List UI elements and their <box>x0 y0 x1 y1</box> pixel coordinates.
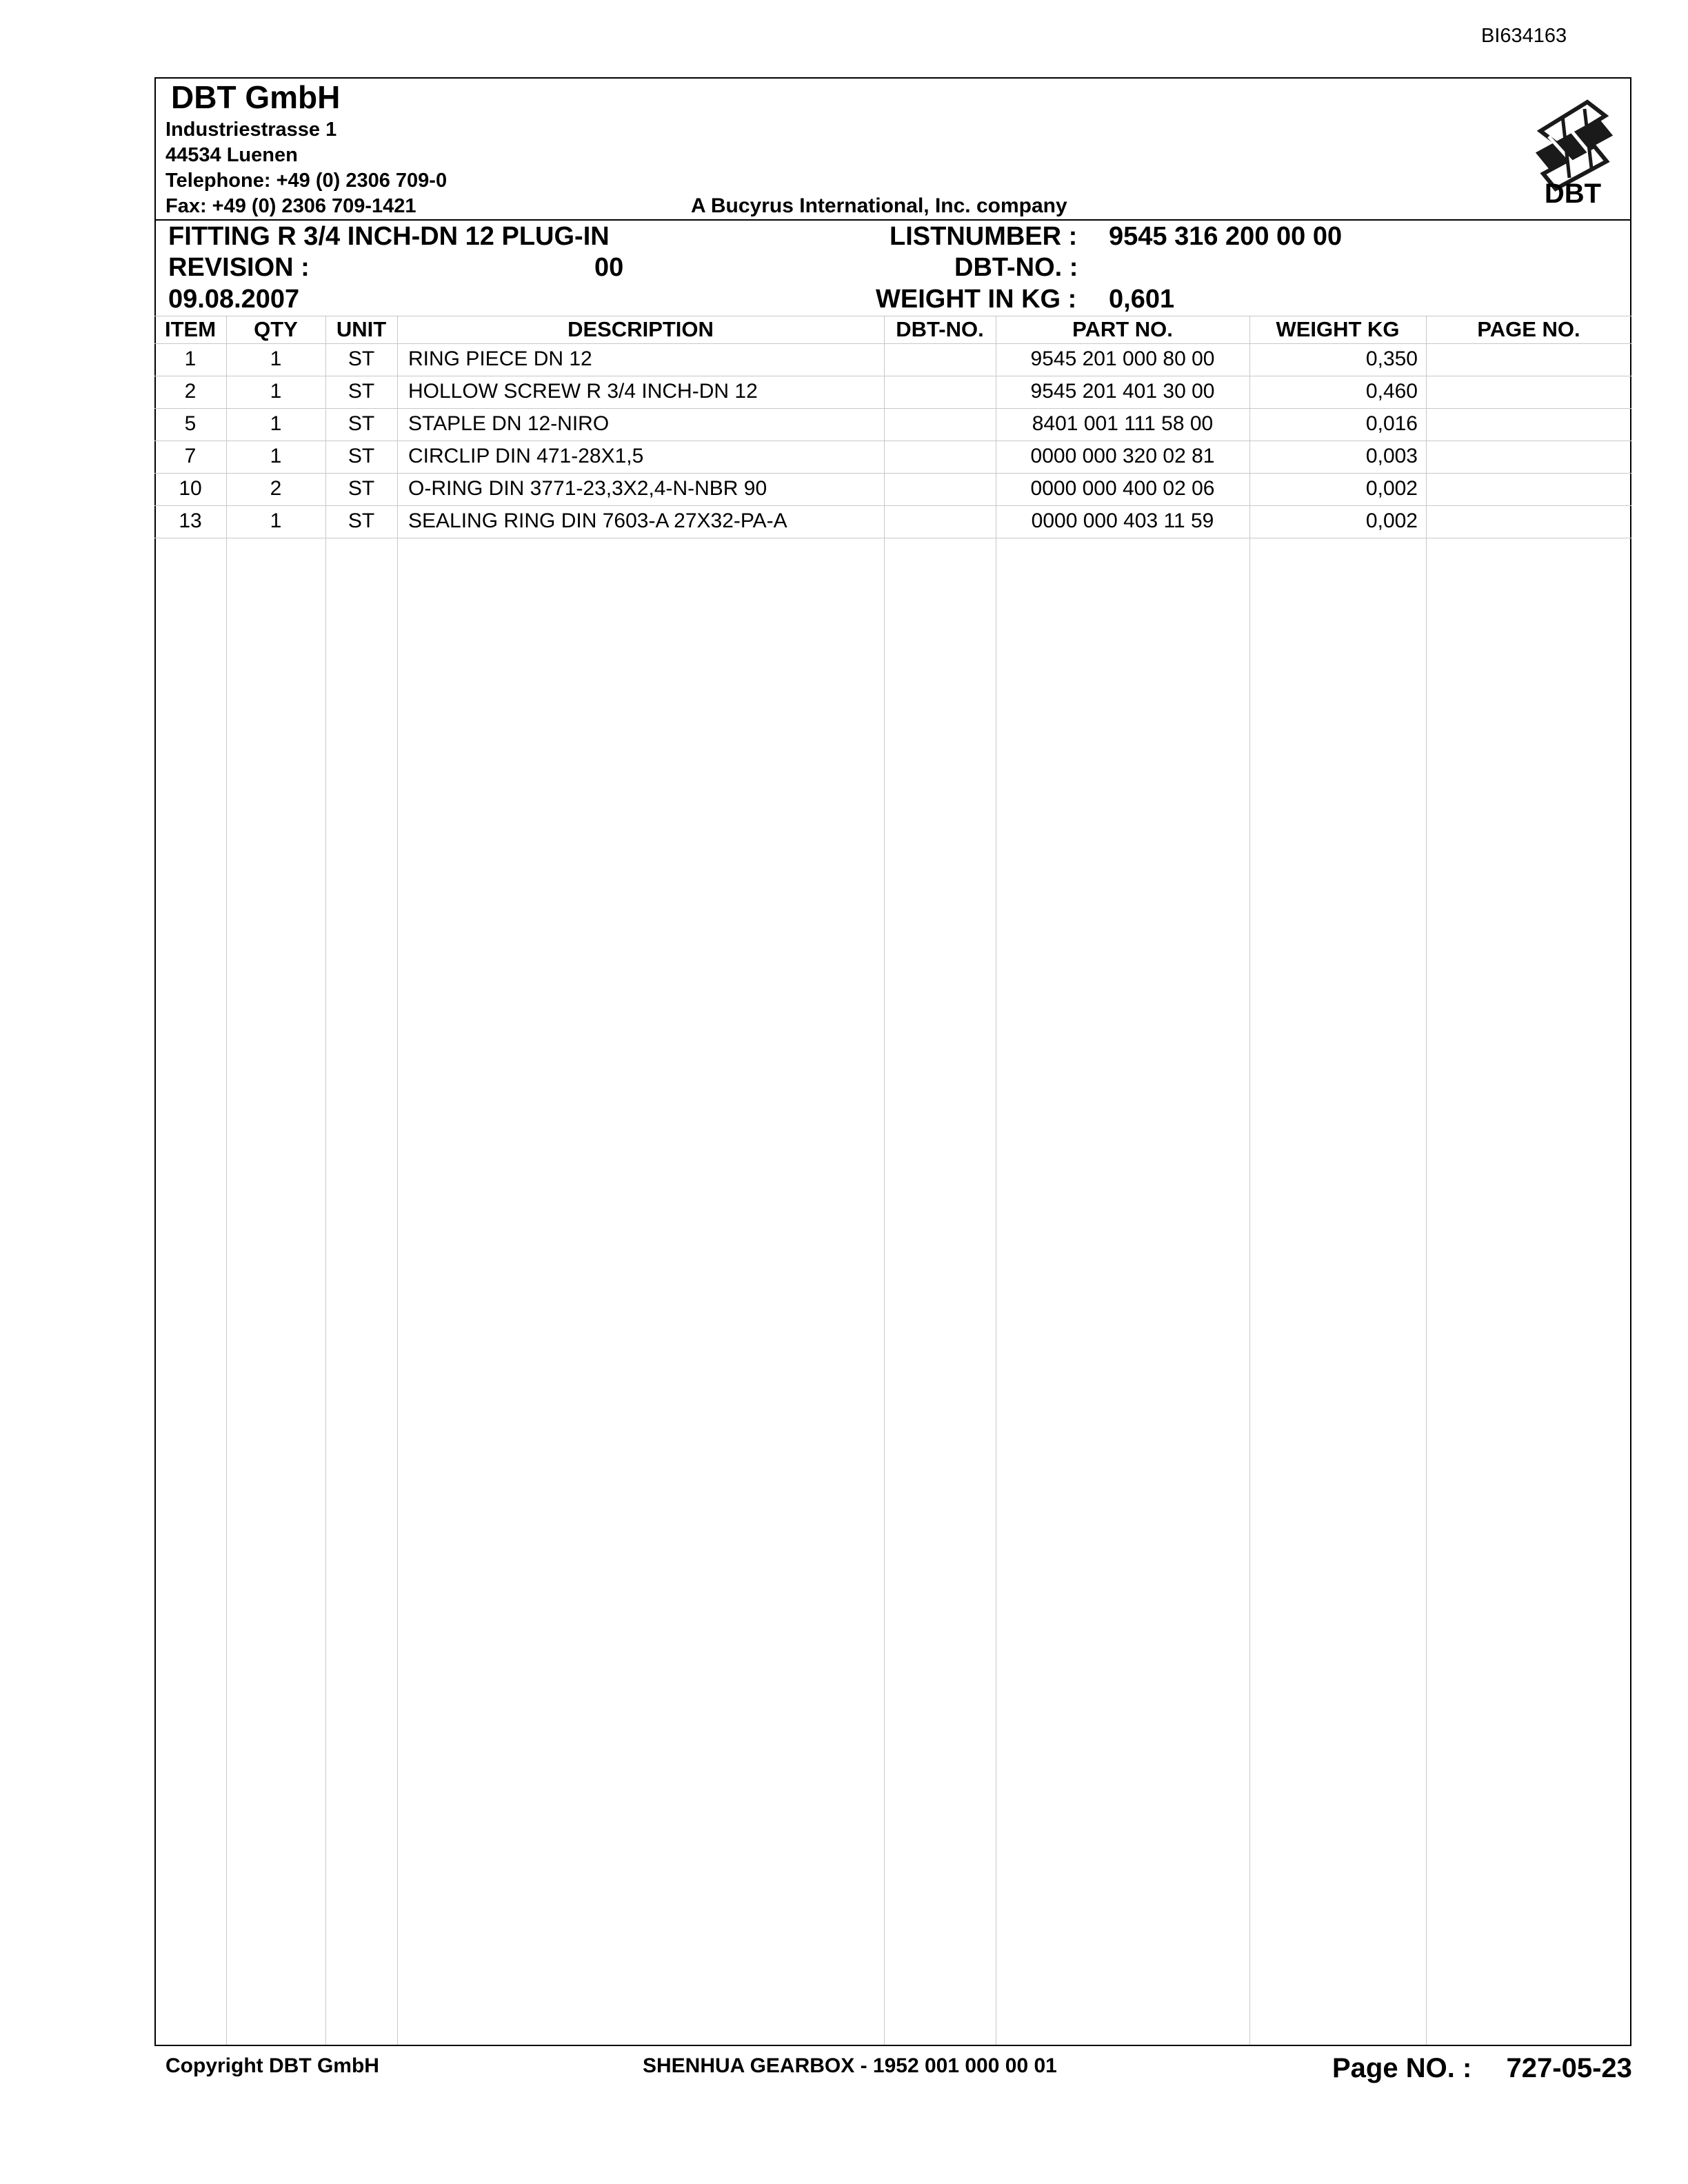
cell-unit: ST <box>348 477 375 500</box>
weight-value: 0,601 <box>1109 285 1175 314</box>
cell-unit: ST <box>348 412 375 435</box>
cell-item: 2 <box>184 380 197 403</box>
column-divider <box>1426 316 1427 2045</box>
cell-description: RING PIECE DN 12 <box>408 347 592 370</box>
company-tagline: A Bucyrus International, Inc. company <box>691 194 1067 217</box>
page-label: Page NO. : <box>1332 2053 1472 2083</box>
cell-qty: 2 <box>270 477 282 500</box>
cell-weight: 0,002 <box>1365 509 1418 532</box>
cell-part-no: 8401 001 111 58 00 <box>1032 412 1214 435</box>
company-street: Industriestrasse 1 <box>165 119 337 141</box>
cell-item: 5 <box>184 412 197 435</box>
company-city: 44534 Luenen <box>165 144 298 166</box>
header-divider <box>154 219 1631 221</box>
col-header-item: ITEM <box>164 317 217 341</box>
column-divider <box>226 316 227 2045</box>
cell-page-no <box>1426 343 1631 375</box>
cell-weight: 0,002 <box>1365 477 1418 500</box>
cell-unit: ST <box>348 347 375 370</box>
revision-label: REVISION : <box>168 253 310 282</box>
cell-qty: 1 <box>270 380 282 403</box>
logo-text: DBT <box>1544 179 1602 205</box>
cell-part-no: 0000 000 403 11 59 <box>1031 509 1214 532</box>
cell-dbt-no <box>884 505 996 537</box>
cell-item: 7 <box>184 445 197 467</box>
cell-unit: ST <box>348 445 375 467</box>
cell-description: SEALING RING DIN 7603-A 27X32-PA-A <box>408 509 787 532</box>
document-date: 09.08.2007 <box>168 285 300 314</box>
cell-dbt-no <box>884 343 996 375</box>
col-header-dbt-no: DBT-NO. <box>896 317 984 341</box>
cell-qty: 1 <box>270 509 282 532</box>
cell-page-no <box>1426 376 1631 407</box>
cell-part-no: 9545 201 000 80 00 <box>1030 347 1215 370</box>
cell-weight: 0,003 <box>1365 445 1418 467</box>
listnumber-label: LISTNUMBER : <box>890 222 1078 251</box>
dbt-logo <box>1528 95 1618 205</box>
company-telephone: Telephone: +49 (0) 2306 709-0 <box>165 170 448 192</box>
cell-dbt-no <box>884 376 996 407</box>
column-divider <box>325 316 326 2045</box>
cell-item: 13 <box>179 509 202 532</box>
cell-description: O-RING DIN 3771-23,3X2,4-N-NBR 90 <box>408 477 767 500</box>
document-title: FITTING R 3/4 INCH-DN 12 PLUG-IN <box>168 222 610 251</box>
col-header-qty: QTY <box>254 317 298 341</box>
cell-item: 10 <box>179 477 202 500</box>
cell-item: 1 <box>184 347 197 370</box>
cell-page-no <box>1426 408 1631 440</box>
footer-copyright: Copyright DBT GmbH <box>165 2054 379 2077</box>
col-header-unit: UNIT <box>336 317 387 341</box>
col-header-description: DESCRIPTION <box>567 317 714 341</box>
page-value: 727-05-23 <box>1506 2053 1632 2083</box>
listnumber-value: 9545 316 200 00 00 <box>1109 222 1343 251</box>
col-header-part-no: PART NO. <box>1072 317 1173 341</box>
column-divider <box>397 316 398 2045</box>
footer-reference: SHENHUA GEARBOX - 1952 001 000 00 01 <box>643 2054 1057 2077</box>
cell-part-no: 0000 000 320 02 81 <box>1030 445 1215 467</box>
col-header-page-no: PAGE NO. <box>1477 317 1580 341</box>
revision-value: 00 <box>594 253 624 282</box>
cell-page-no <box>1426 473 1631 505</box>
cell-dbt-no <box>884 473 996 505</box>
cell-weight: 0,350 <box>1365 347 1418 370</box>
document-id: BI634163 <box>1481 25 1567 47</box>
cell-weight: 0,016 <box>1365 412 1418 435</box>
company-fax: Fax: +49 (0) 2306 709-1421 <box>165 195 416 217</box>
cell-unit: ST <box>348 509 375 532</box>
cell-qty: 1 <box>270 445 282 467</box>
cell-qty: 1 <box>270 412 282 435</box>
cell-page-no <box>1426 441 1631 472</box>
dbtno-label: DBT-NO. : <box>954 253 1078 282</box>
column-divider <box>884 316 885 2045</box>
cell-description: CIRCLIP DIN 471-28X1,5 <box>408 445 644 467</box>
cell-description: STAPLE DN 12-NIRO <box>408 412 610 435</box>
cell-dbt-no <box>884 408 996 440</box>
column-divider <box>1249 316 1250 2045</box>
footer-page-number <box>1332 2053 1632 2084</box>
cell-unit: ST <box>348 380 375 403</box>
weight-label: WEIGHT IN KG : <box>876 285 1077 314</box>
col-header-weight: WEIGHT KG <box>1276 317 1400 341</box>
cell-description: HOLLOW SCREW R 3/4 INCH-DN 12 <box>408 380 758 403</box>
cell-part-no: 9545 201 401 30 00 <box>1030 380 1215 403</box>
cell-weight: 0,460 <box>1365 380 1418 403</box>
cell-part-no: 0000 000 400 02 06 <box>1030 477 1215 500</box>
cell-page-no <box>1426 505 1631 537</box>
cell-qty: 1 <box>270 347 282 370</box>
company-name: DBT GmbH <box>171 79 341 115</box>
cell-dbt-no <box>884 441 996 472</box>
